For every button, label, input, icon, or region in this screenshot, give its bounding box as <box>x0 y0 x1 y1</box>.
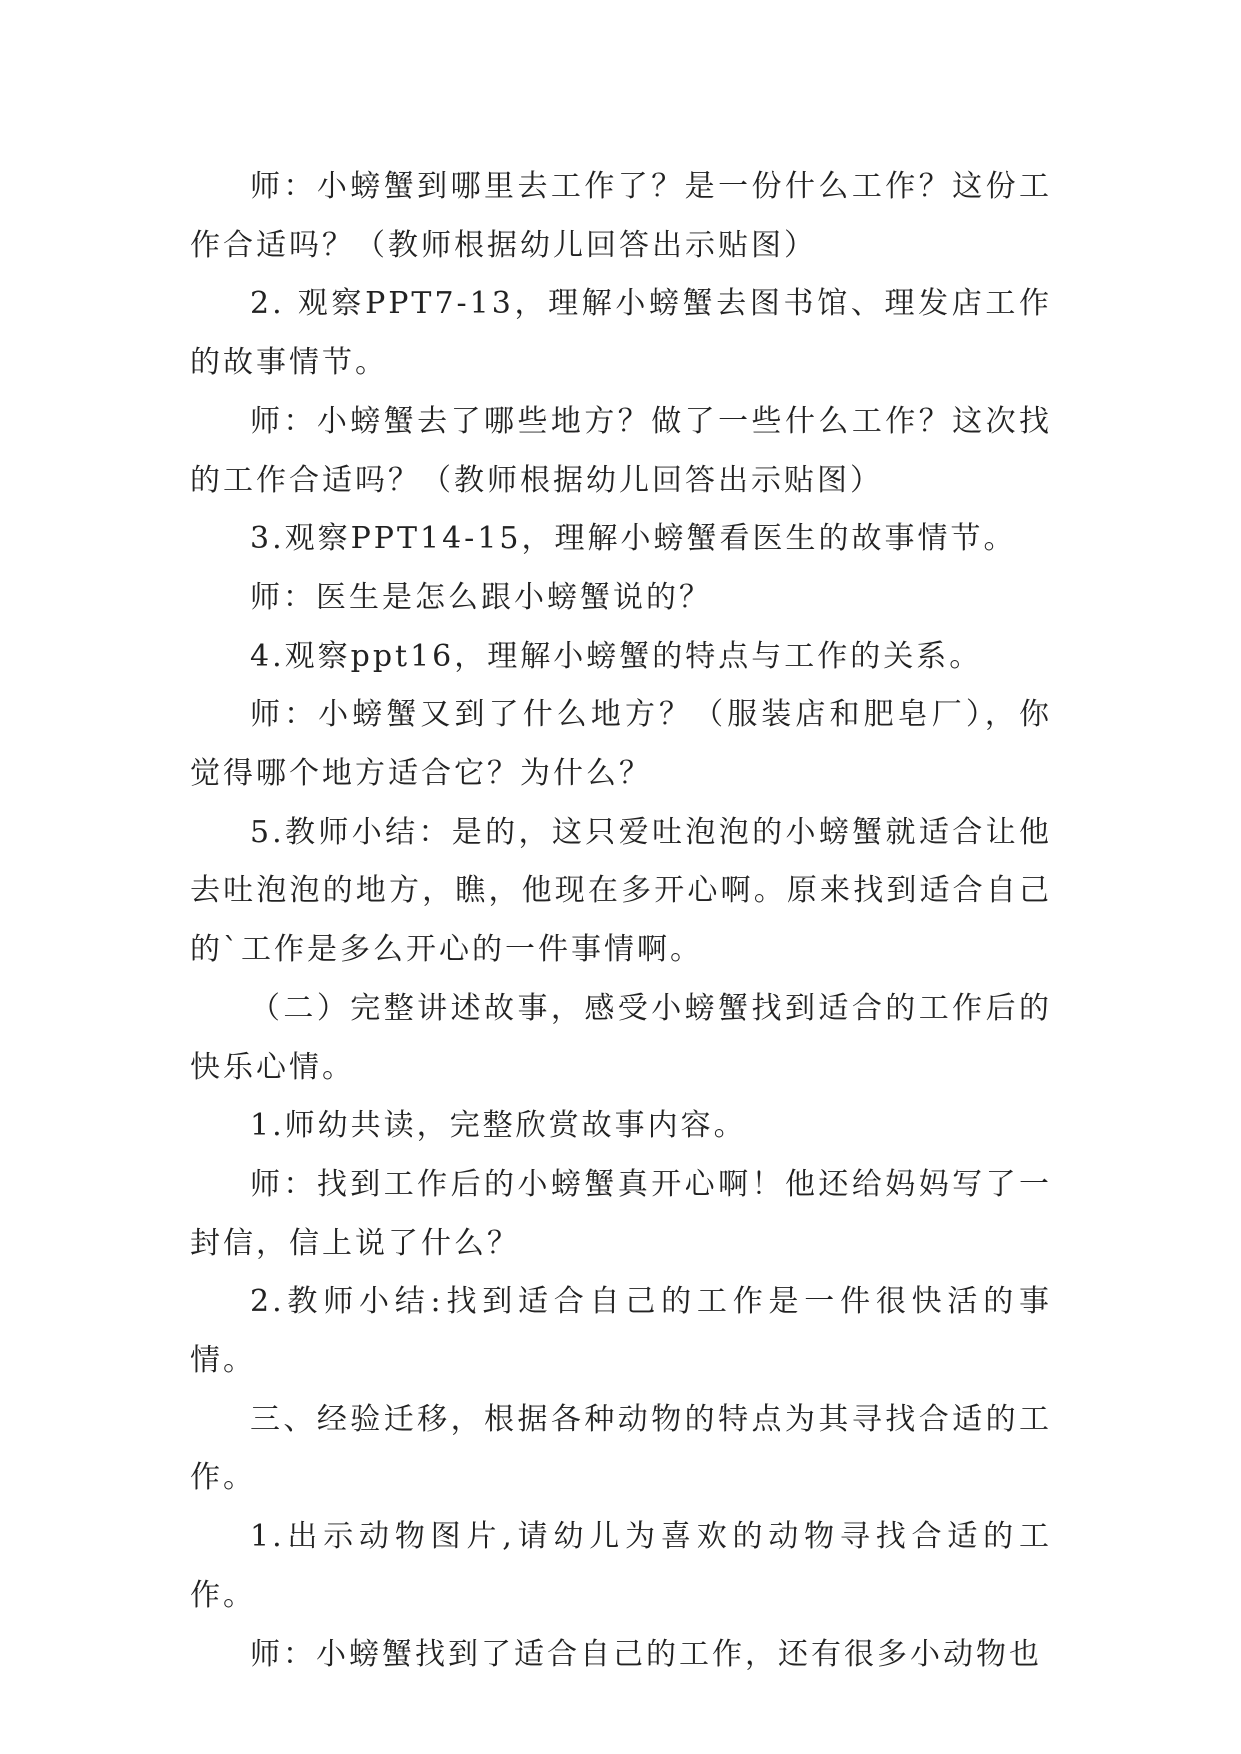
paragraph-4: 3.观察PPT14-15，理解小螃蟹看医生的故事情节。 <box>250 521 1017 557</box>
paragraph-15: 师：小螃蟹找到了适合自己的工作，还有很多小动物也 <box>250 1636 1042 1672</box>
paragraph-10: 1.师幼共读，完整欣赏故事内容。 <box>250 1108 747 1144</box>
paragraph-11: 师：找到工作后的小螃蟹真开心啊！他还给妈妈写了一封信，信上说了什么？ <box>190 1166 1052 1261</box>
paragraph-8: 5.教师小结：是的，这只爱吐泡泡的小螃蟹就适合让他去吐泡泡的地方，瞧，他现在多开心啊。原来找到适合自己的`工作是多么开心的一件事情啊。 <box>190 814 1052 968</box>
paragraph-7: 师：小螃蟹又到了什么地方？（服装店和肥皂厂），你觉得哪个地方适合它？为什么？ <box>190 697 1052 792</box>
paragraph-14: 1.出示动物图片,请幼儿为喜欢的动物寻找合适的工作。 <box>190 1519 1052 1613</box>
body-text <box>190 158 1052 1684</box>
paragraph-6: 4.观察ppt16，理解小螃蟹的特点与工作的关系。 <box>250 638 983 674</box>
paragraph-12: 2.教师小结:找到适合自己的工作是一件很快活的事情。 <box>190 1284 1052 1379</box>
paragraph-1: 师：小螃蟹到哪里去工作了？是一份什么工作？这份工作合适吗？（教师根据幼儿回答出示贴图） <box>190 169 1052 263</box>
paragraph-9: （二）完整讲述故事，感受小螃蟹找到适合的工作后的快乐心情。 <box>190 990 1052 1085</box>
paragraph-13: 三、经验迁移，根据各种动物的特点为其寻找合适的工作。 <box>190 1401 1052 1496</box>
paragraph-3: 师：小螃蟹去了哪些地方？做了一些什么工作？这次找的工作合适吗？（教师根据幼儿回答出示贴图） <box>190 403 1052 498</box>
paragraph-2: 2. 观察PPT7-13，理解小螃蟹去图书馆、理发店工作的故事情节。 <box>190 286 1052 381</box>
paragraph-5: 师：医生是怎么跟小螃蟹说的？ <box>250 579 712 615</box>
